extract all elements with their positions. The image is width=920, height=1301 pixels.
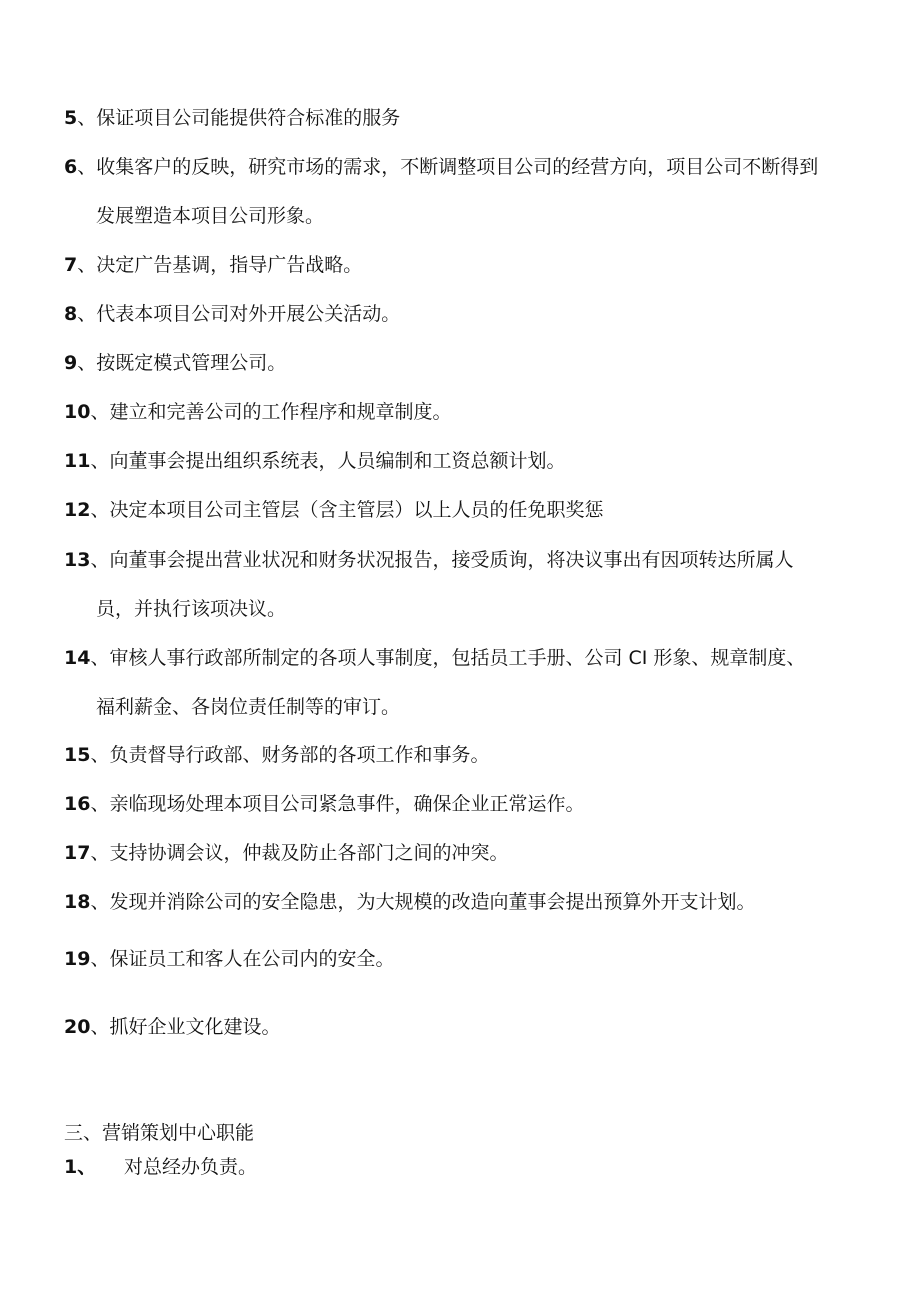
section-heading: 三、营销策划中心职能	[64, 1122, 255, 1144]
list-item	[64, 841, 508, 865]
list-item	[64, 155, 818, 179]
item-text: 对总经办负责。	[124, 1156, 258, 1178]
list-item	[64, 498, 603, 522]
list-item	[64, 1015, 280, 1039]
item-text: 、亲临现场处理本项目公司紧急事件，确保企业正常运作。	[90, 793, 585, 815]
item-number: 15	[64, 744, 91, 766]
item-number: 19	[64, 948, 91, 970]
list-item	[64, 106, 400, 130]
item-text: 、向董事会提出营业状况和财务状况报告，接受质询，将决议事出有因项转达所属人	[90, 549, 794, 571]
item-number: 8	[64, 303, 78, 325]
list-item	[64, 890, 755, 914]
item-text: 、收集客户的反映，研究市场的需求，不断调整项目公司的经营方向，项目公司不断得到	[77, 156, 819, 178]
item-text: 、代表本项目公司对外开展公关活动。	[77, 303, 401, 325]
list-item	[64, 253, 362, 277]
list-item	[64, 947, 394, 971]
item-text: 、决定广告基调，指导广告战略。	[77, 254, 363, 276]
item-number: 13	[64, 549, 91, 571]
list-item-continuation: 福利薪金、各岗位责任制等的审订。	[96, 696, 401, 718]
item-text: 、发现并消除公司的安全隐患，为大规模的改造向董事会提出预算外开支计划。	[90, 891, 756, 913]
item-text: 、负责督导行政部、财务部的各项工作和事务。	[90, 744, 490, 766]
item-text: 、审核人事行政部所制定的各项人事制度，包括员工手册、公司 CI 形象、规章制度、	[90, 647, 806, 669]
list-item	[64, 400, 451, 424]
item-text: 、按既定模式管理公司。	[77, 352, 287, 374]
item-text: 、抓好企业文化建设。	[90, 1016, 281, 1038]
item-number: 6	[64, 156, 78, 178]
item-text: 、向董事会提出组织系统表，人员编制和工资总额计划。	[90, 450, 566, 472]
list-item	[64, 792, 584, 816]
item-number: 7	[64, 254, 78, 276]
list-item-continuation: 员，并执行该项决议。	[96, 598, 287, 620]
item-text: 、保证员工和客人在公司内的安全。	[90, 948, 395, 970]
item-number: 9	[64, 352, 78, 374]
list-item	[64, 449, 565, 473]
list-item	[64, 548, 793, 572]
list-item	[64, 351, 286, 375]
list-item-continuation: 发展塑造本项目公司形象。	[96, 205, 325, 227]
item-number: 11	[64, 450, 91, 472]
item-number: 12	[64, 499, 91, 521]
item-text: 、决定本项目公司主管层（含主管层）以上人员的任免职奖惩	[90, 499, 604, 521]
item-number: 16	[64, 793, 91, 815]
list-item	[64, 302, 400, 326]
item-number: 10	[64, 401, 91, 423]
section-list-item	[64, 1155, 257, 1179]
item-text: 、支持协调会议，仲裁及防止各部门之间的冲突。	[90, 842, 509, 864]
item-number: 5	[64, 107, 78, 129]
list-item	[64, 743, 489, 767]
item-number: 20	[64, 1016, 91, 1038]
item-number: 1、	[64, 1156, 97, 1178]
item-number: 17	[64, 842, 91, 864]
item-text: 、保证项目公司能提供符合标准的服务	[77, 107, 401, 129]
item-number: 18	[64, 891, 91, 913]
item-number: 14	[64, 647, 91, 669]
item-text: 、建立和完善公司的工作程序和规章制度。	[90, 401, 452, 423]
list-item	[64, 646, 805, 670]
